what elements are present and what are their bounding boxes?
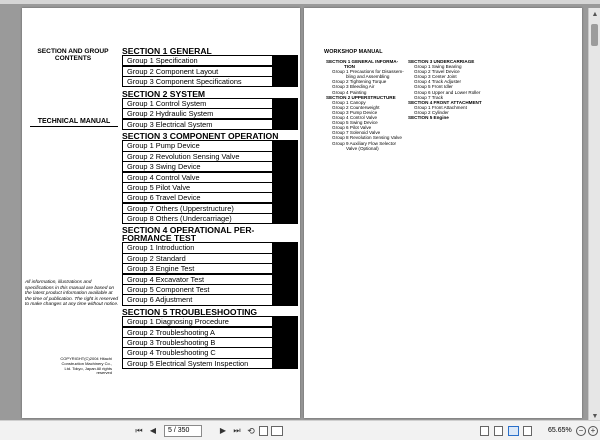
toc-index-tab (272, 317, 297, 326)
workshop-manual-title: WORKSHOP MANUAL (324, 49, 383, 55)
toc-index-tab (272, 243, 297, 252)
workshop-group-item: Group 2 Counterweight (332, 104, 380, 110)
toc-index-tab (272, 214, 297, 223)
workshop-group-item: Valve (Optional) (346, 145, 379, 151)
workshop-section-heading: SECTION 5 Engine (408, 115, 449, 121)
toc-group-label: Group 4 Troubleshooting C (123, 348, 273, 357)
toc-group-label: Group 6 Adjustment (123, 295, 273, 304)
toc-section (122, 131, 298, 224)
toc-group-label: Group 3 Engine Test (123, 264, 273, 273)
workshop-group-item: Group 2 Tightening Torque (332, 79, 387, 85)
toc-group-label: Group 1 Pump Device (123, 141, 273, 150)
document-viewer[interactable] (0, 4, 600, 420)
rotate-icon[interactable]: ⟲ (247, 426, 255, 436)
toc-section (122, 307, 298, 369)
workshop-group-item: Group 3 Center Joint (414, 74, 457, 80)
workshop-group-item: Group 9 Auxiliary Flow Selector (332, 140, 397, 146)
toc-section-title: SECTION 3 COMPONENT OPERATION (122, 131, 279, 142)
workshop-group-item: Group 1 Swing Bearing (414, 64, 462, 70)
workshop-group-item: bling and Assembling (346, 74, 390, 80)
workshop-group-item: Group 4 Control Valve (332, 115, 378, 121)
toc-group-label: Group 3 Electrical System (123, 120, 273, 129)
toc-group-label: Group 2 Troubleshooting A (123, 328, 273, 337)
toc-group-label: Group 1 Specification (123, 56, 273, 65)
toc-group-label: Group 1 Diagnosing Procedure (123, 317, 273, 326)
toc-group-label: Group 5 Electrical System Inspection (123, 359, 273, 368)
workshop-contents-column-2 (408, 59, 508, 120)
workshop-group-item: Group 8 Revolution Sensing Valve (332, 135, 402, 141)
pdf-page-right (304, 8, 582, 418)
toc-group-label: Group 1 Control System (123, 99, 273, 108)
toc-index-tab (272, 338, 297, 347)
toc-group-label: Group 2 Revolution Sensing Valve (123, 152, 273, 161)
toc-index-tab (272, 359, 297, 368)
workshop-group-item: Group 5 Swing Device (332, 120, 378, 126)
toc-index-tab (272, 285, 297, 294)
toc-index-tab (272, 141, 297, 150)
toc-section (122, 226, 298, 306)
workshop-group-item: Group 6 Pilot Valve (332, 125, 372, 131)
toc-section (122, 89, 298, 130)
workshop-group-item: Group 4 Track Adjuster (414, 79, 461, 85)
next-page-button[interactable]: ▶ (219, 426, 227, 435)
workshop-section-heading: SECTION 2 UPPERSTRUCTURE (326, 94, 396, 100)
toc-index-tab (272, 120, 297, 129)
toc-group-label: Group 2 Component Layout (123, 67, 273, 76)
continuous-mode-icon[interactable] (494, 426, 503, 436)
workshop-group-item: Group 1 Front Attachment (414, 104, 467, 110)
toc-group-row[interactable] (122, 213, 298, 224)
first-page-button[interactable]: ⏮ (135, 426, 143, 435)
workshop-contents-column-1 (326, 59, 412, 151)
toc-section-title: SECTION 1 GENERAL (122, 46, 212, 56)
toc-index-tab (272, 193, 297, 202)
toc-section-title: SECTION 2 SYSTEM (122, 88, 206, 99)
section-group-contents-label: SECTION AND GROUP CONTENTS (37, 48, 109, 62)
workshop-group-item: Group 7 Solenoid Valve (332, 130, 381, 136)
toc-group-row[interactable] (122, 294, 298, 305)
technical-manual-label: TECHNICAL MANUAL (30, 118, 118, 127)
toc-group-label: Group 2 Hydraulic System (123, 109, 273, 118)
toc-group-label: Group 1 Introduction (123, 243, 273, 252)
toc-group-label: Group 2 Standard (123, 254, 273, 263)
toc-index-tab (272, 264, 297, 273)
zoom-in-button[interactable]: + (588, 426, 598, 436)
copyright-text: COPYRIGHT(C)2004 Hitachi Construction Machinery Co., Ltd. Tokyo, Japan All rights reserved (60, 356, 112, 376)
toc-group-label: Group 3 Troubleshooting B (123, 338, 273, 347)
workshop-group-item: Group 1 Canopy (332, 99, 366, 105)
single-page-mode-icon[interactable] (480, 426, 489, 436)
bottom-toolbar (0, 420, 600, 440)
fit-page-icon[interactable] (523, 426, 532, 436)
last-page-button[interactable]: ⏭ (233, 426, 241, 435)
toc-index-tab (272, 109, 297, 118)
toc-index-tab (272, 275, 297, 284)
workshop-group-item: Group 6 Upper and Lower Roller (414, 89, 481, 95)
workshop-section-heading: SECTION 3 UNDERCARRIAGE (408, 59, 475, 64)
toc-index-tab (272, 295, 297, 304)
toc-section-title: SECTION 5 TROUBLESHOOTING (122, 306, 258, 317)
workshop-group-item: Group 1 Precautions for Disassem- (332, 69, 404, 75)
scrollbar-thumb[interactable] (591, 24, 598, 46)
toc-index-tab (272, 348, 297, 357)
table-of-contents (122, 46, 298, 370)
vertical-scrollbar[interactable] (588, 8, 600, 424)
toc-index-tab (272, 56, 297, 65)
toc-index-tab (272, 173, 297, 182)
pdf-page-left (22, 8, 300, 418)
toc-index-tab (272, 162, 297, 171)
workshop-group-item: Group 3 Bleeding Air (332, 84, 375, 90)
toc-index-tab (272, 204, 297, 213)
page-number-input[interactable]: 5 / 350 (164, 425, 202, 437)
toc-index-tab (272, 99, 297, 108)
toc-group-label: Group 3 Component Specifications (123, 77, 273, 86)
workshop-group-item: Group 4 Painting (332, 89, 367, 95)
toc-group-label: Group 5 Component Test (123, 285, 273, 294)
workshop-section-heading: SECTION 1 GENERAL INFORMA- (326, 59, 399, 64)
toc-group-label: Group 4 Excavator Test (123, 275, 273, 284)
toc-section (122, 46, 298, 87)
toc-group-label: Group 7 Others (Upperstructure) (123, 204, 273, 213)
workshop-group-item: Group 2 Travel Device (414, 69, 460, 75)
zoom-out-button[interactable]: − (576, 426, 586, 436)
toc-group-row[interactable] (122, 76, 298, 87)
disclaimer-text: All information, illustrations and specifications in this manual are based on the latest product information available at the time of publication. The right is reserved to make changes at any time without notice. (25, 280, 119, 308)
workshop-section-heading: TION (344, 64, 355, 70)
toc-section-title: SECTION 4 OPERATIONAL PER-FORMANCE TEST (122, 224, 255, 244)
workshop-group-item: Group 2 Cylinder (414, 109, 449, 115)
two-page-view-icon[interactable] (271, 426, 283, 436)
previous-page-button[interactable]: ◀ (149, 426, 157, 435)
scroll-up-arrow-icon[interactable]: ▲ (591, 11, 599, 18)
toc-group-label: Group 6 Travel Device (123, 193, 273, 202)
toc-group-label: Group 3 Swing Device (123, 162, 273, 171)
toc-index-tab (272, 183, 297, 192)
toc-group-row[interactable] (122, 358, 298, 369)
toc-group-row[interactable] (122, 119, 298, 130)
toc-group-label: Group 5 Pilot Valve (123, 183, 273, 192)
toc-index-tab (272, 67, 297, 76)
facing-mode-icon[interactable] (508, 426, 519, 436)
page-view-icon[interactable] (259, 426, 268, 436)
toc-index-tab (272, 254, 297, 263)
workshop-group-item: Group 3 Pump Device (332, 109, 378, 115)
toc-index-tab (272, 77, 297, 86)
zoom-level[interactable]: 65.65% (548, 427, 572, 434)
workshop-section-heading: SECTION 4 FRONT ATTACHMENT (408, 99, 482, 105)
toc-group-label: Group 8 Others (Undercarriage) (123, 214, 273, 223)
toc-group-label: Group 4 Control Valve (123, 173, 273, 182)
toc-index-tab (272, 328, 297, 337)
workshop-group-item: Group 7 Track (414, 94, 444, 100)
workshop-group-item: Group 5 Front Idler (414, 84, 453, 90)
scroll-down-arrow-icon[interactable]: ▼ (591, 413, 599, 420)
toc-index-tab (272, 152, 297, 161)
